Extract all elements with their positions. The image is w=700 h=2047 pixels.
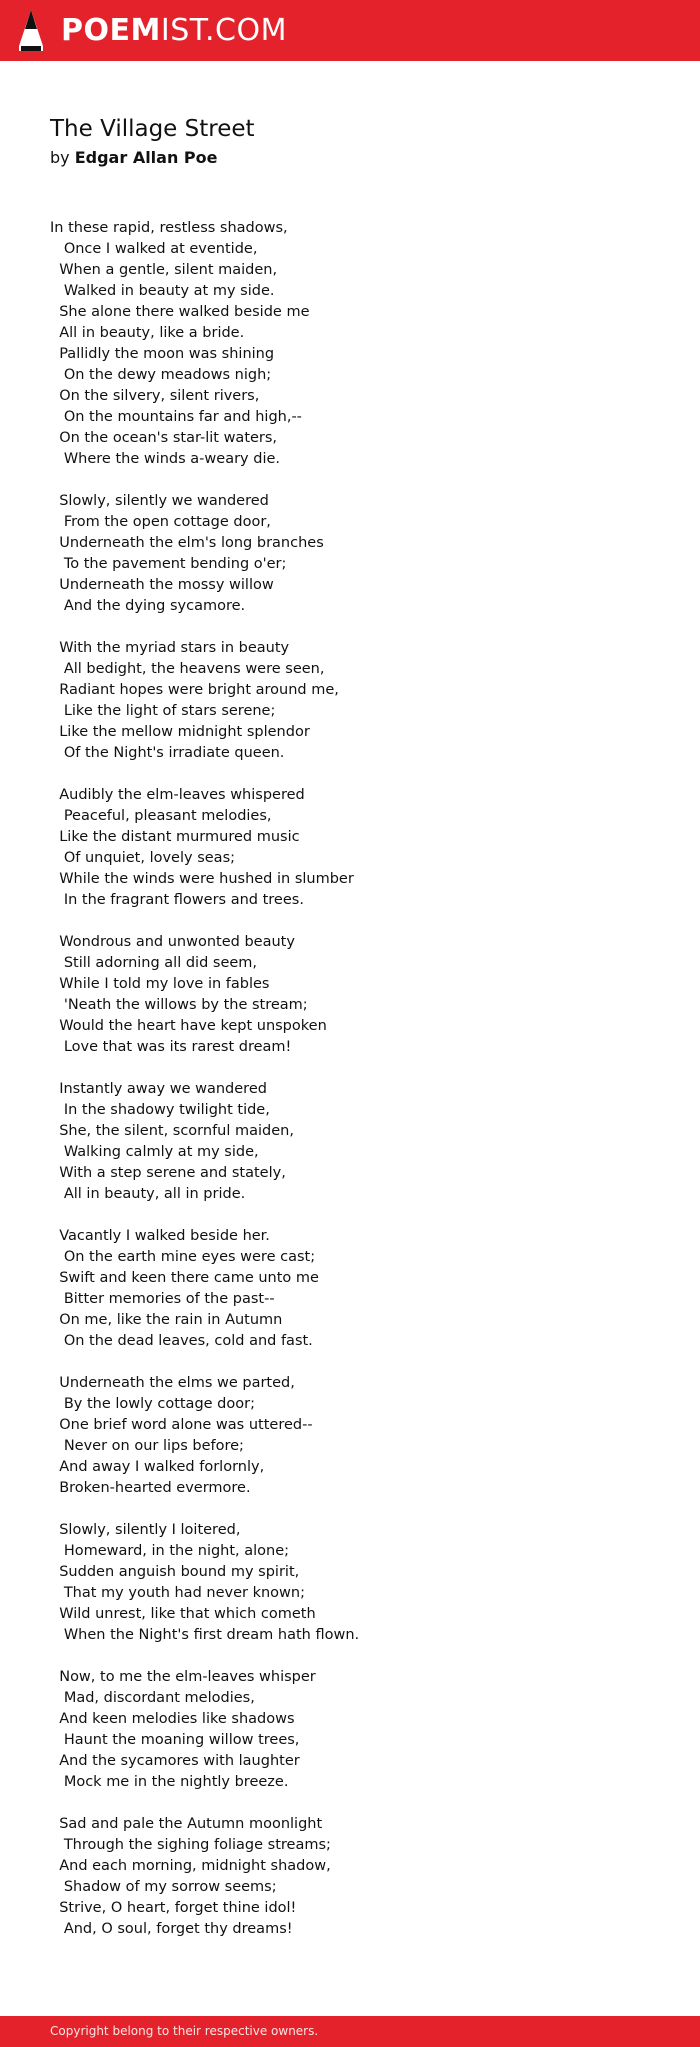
poem-title: The Village Street [50, 116, 255, 142]
brand-name-light: IST.COM [160, 13, 287, 48]
site-header [0, 0, 700, 61]
author-link[interactable]: Edgar Allan Poe [74, 148, 218, 167]
byline [50, 148, 218, 167]
site-footer [0, 2016, 700, 2047]
pen-nib-icon[interactable] [18, 10, 44, 51]
byline-label: by [50, 148, 70, 167]
site-logo-link[interactable] [61, 0, 287, 61]
poem-text: In these rapid, restless shadows, Once I walked at eventide, When a gentle, silent maiden, Walked in beauty at my side. She alone there walked beside me All in beauty, like a bride. Pallidly the moon was shining On the dewy meadows nigh; On the silvery, silent rivers, On the mountains far and high,-- On the ocean's star-lit waters, Where the winds a-weary die. Slowly, silently we wandered From the open cottage door, Underneath the elm's long branches To the pavement bending o'er; Underneath the mossy willow And the dying sycamore. With the myriad stars in beauty All bedight, the heavens were seen, Radiant hopes were bright around me, Like the light of stars serene; Like the mellow midnight splendor Of the Night's irradiate queen. Audibly the elm-leaves whispered Peaceful, pleasant melodies, Like the distant murmured music Of unquiet, lovely seas; While the winds were hushed in slumber In the fragrant flowers and trees. Wondrous and unwonted beauty Still adorning all did seem, While I told my love in fables 'Neath the willows by the stream; Would the heart have kept unspoken Love that was its rarest dream! Instantly away we wandered In the shadowy twilight tide, She, the silent, scornful maiden, Walking calmly at my side, With a step serene and stately, All in beauty, all in pride. Vacantly I walked beside her. On the earth mine eyes were cast; Swift and keen there came unto me Bitter memories of the past-- On me, like the rain in Autumn On the dead leaves, cold and fast. Underneath the elms we parted, By the lowly cottage door; One brief word alone was uttered-- Never on our lips before; And away I walked forlornly, Broken-hearted evermore. Slowly, silently I loitered, Homeward, in the night, alone; Sudden anguish bound my spirit, That my youth had never known; Wild unrest, like that which cometh When the Night's first dream hath flown. Now, to me the elm-leaves whisper Mad, discordant melodies, And keen melodies like shadows Haunt the moaning willow trees, And the sycamores with laughter Mock me in the nightly breeze. Sad and pale the Autumn moonlight Through the sighing foliage streams; And each morning, midnight shadow, Shadow of my sorrow seems; Strive, O heart, forget thine idol! And, O soul, forget thy dreams! [50, 220, 360, 1937]
copyright-notice: Copyright belong to their respective owners. [50, 2024, 319, 2038]
brand-name-bold: POEM [61, 13, 161, 48]
